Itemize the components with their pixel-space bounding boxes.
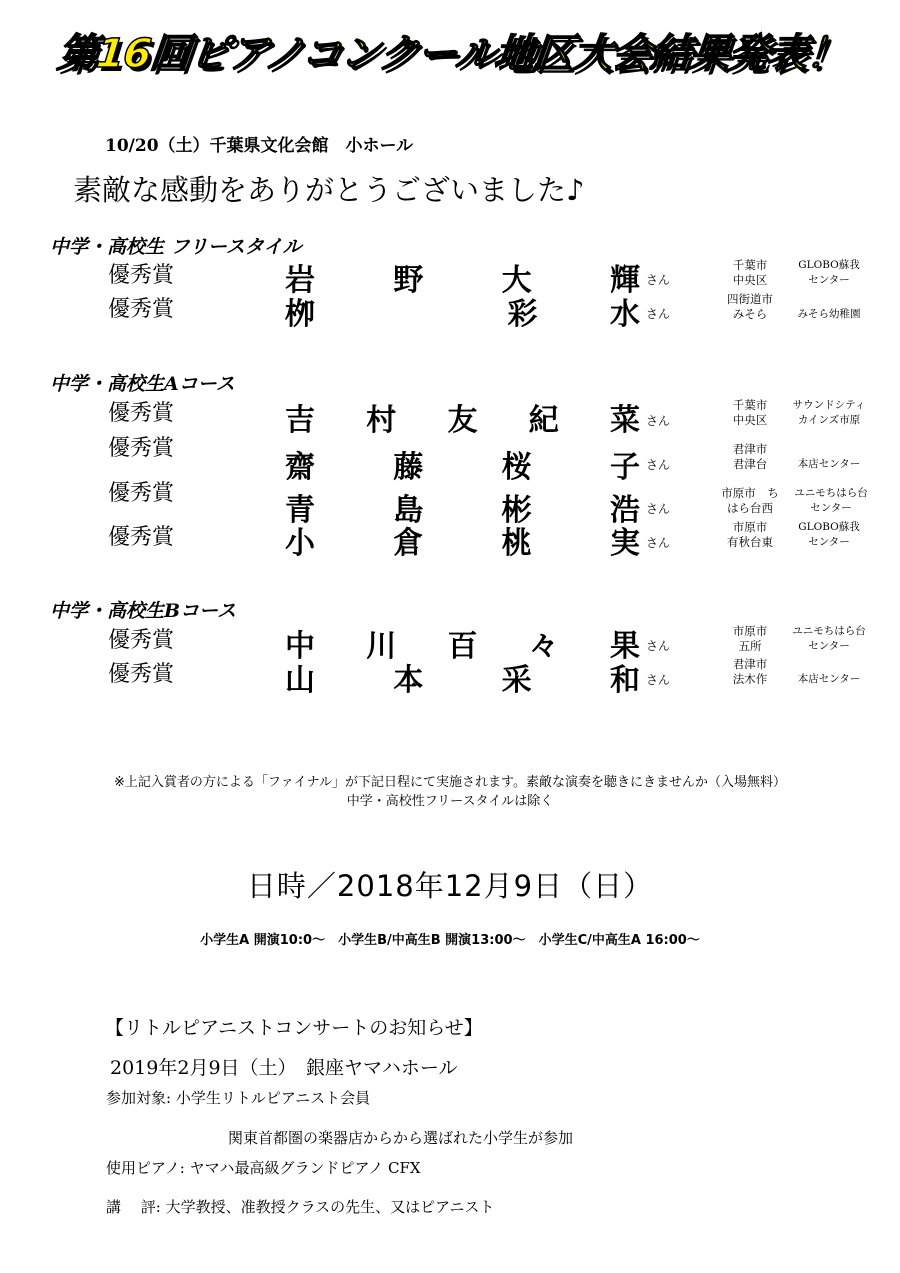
winner-store: 本店センター xyxy=(797,458,861,470)
name-char: 紀 xyxy=(528,403,559,438)
name-char: 水 xyxy=(610,297,640,332)
name-char: 本 xyxy=(393,663,424,698)
category-a-course: 中学・高校生Aコース xyxy=(50,373,235,395)
venue-line: 10/20（土）千葉県文化会館 小ホール xyxy=(105,136,414,156)
award-label: 優秀賞 xyxy=(108,401,175,426)
name-char: 藤 xyxy=(393,450,424,485)
honorific: さん xyxy=(646,673,671,687)
honorific: さん xyxy=(646,307,671,321)
honorific: さん xyxy=(646,639,671,653)
name-char: 桜 xyxy=(501,450,532,485)
concert-target-note: 関東首都圏の楽器店からから選ばれた小学生が参加 xyxy=(228,1129,574,1147)
winner-store: ユニモちはら台 センター xyxy=(794,487,868,514)
final-date: 日時／2018年12月9日（日） xyxy=(246,869,654,903)
award-label: 優秀賞 xyxy=(108,628,175,653)
winner-name xyxy=(285,655,640,699)
winner-store: GLOBO蘇我 センター xyxy=(798,259,860,286)
winner-store: 本店センター xyxy=(797,673,861,685)
winner-name xyxy=(285,395,640,439)
honorific: さん xyxy=(646,414,671,428)
name-char: 野 xyxy=(393,263,424,298)
name-char: 々 xyxy=(528,629,559,664)
name-char: 齋 xyxy=(285,450,315,485)
name-char: 川 xyxy=(366,629,397,664)
name-char: 菜 xyxy=(610,403,640,438)
winner-store: サウンドシティ カインズ市原 xyxy=(792,399,866,426)
winner-name xyxy=(285,289,640,333)
concert-heading: 【リトルピアニストコンサートのお知らせ】 xyxy=(105,1017,483,1039)
name-char: 吉 xyxy=(285,403,315,438)
award-label: 優秀賞 xyxy=(108,263,175,288)
award-label: 優秀賞 xyxy=(108,436,175,461)
name-char: 果 xyxy=(610,629,640,664)
name-char: 百 xyxy=(447,629,478,664)
category-b-course: 中学・高校生Bコース xyxy=(50,600,237,622)
winner-name xyxy=(285,518,640,562)
category-freestyle: 中学・高校生 フリースタイル xyxy=(50,236,302,258)
name-char: 浩 xyxy=(609,493,640,528)
name-char: 彩 xyxy=(507,297,538,332)
final-notice: ※上記入賞者の方による「ファイナル」が下記日程にて実施されます。素敵な演奏を聴きにきませんか（入場無料） 中学・高校性フリースタイルは除く xyxy=(114,775,786,809)
name-char: 桃 xyxy=(501,526,532,561)
name-char: 中 xyxy=(285,629,315,664)
winner-area: 千葉市 中央区 xyxy=(732,258,768,287)
name-char: 栁 xyxy=(285,297,315,332)
winner-store: ユニモちはら台 センター xyxy=(792,625,866,652)
winner-area: 市原市 五所 xyxy=(732,624,768,653)
winner-area: 君津市 君津台 xyxy=(732,442,768,471)
name-char: 彬 xyxy=(501,493,532,528)
winner-area: 千葉市 中央区 xyxy=(732,398,768,427)
name-char: 輝 xyxy=(609,263,640,298)
final-schedule: 小学生A 開演10:0～ 小学生B/中高生B 開演13:00～ 小学生C/中高生A 16:00～ xyxy=(200,933,700,948)
name-char: 岩 xyxy=(285,263,315,298)
name-char: 大 xyxy=(501,263,532,298)
honorific: さん xyxy=(646,502,671,516)
award-label: 優秀賞 xyxy=(108,297,175,322)
honorific: さん xyxy=(646,458,671,472)
name-char: 島 xyxy=(393,493,424,528)
winner-area: 市原市 ち はら台西 xyxy=(721,486,779,515)
award-label: 優秀賞 xyxy=(108,525,175,550)
honorific: さん xyxy=(646,273,671,287)
award-label: 優秀賞 xyxy=(108,481,175,506)
winner-area: 君津市 法木作 xyxy=(732,657,768,686)
winner-store: みそら幼稚園 xyxy=(797,308,861,320)
winner-area: 四街道市 みそら xyxy=(727,292,773,321)
thanks-message: 素敵な感動をありがとうございました♪ xyxy=(73,173,585,207)
concert-date-venue: 2019年2月9日（土） 銀座ヤマハホール xyxy=(110,1057,458,1079)
winner-area: 市原市 有秋台東 xyxy=(727,520,773,549)
honorific: さん xyxy=(646,536,671,550)
name-char: 小 xyxy=(285,526,315,561)
name-char: 山 xyxy=(285,663,315,698)
name-char: 青 xyxy=(285,493,315,528)
concert-target: 参加対象: 小学生リトルピアニスト会員 xyxy=(106,1089,371,1107)
name-char: 子 xyxy=(609,450,640,485)
name-char: 倉 xyxy=(393,526,424,561)
winner-store: GLOBO蘇我 センター xyxy=(798,521,860,548)
name-char: 和 xyxy=(609,663,640,698)
page-title: 第16回ピアノコンクール地区大会結果発表！ xyxy=(55,31,848,77)
winner-name xyxy=(285,442,640,486)
award-label: 優秀賞 xyxy=(108,662,175,687)
name-char: 采 xyxy=(501,663,532,698)
name-char: 実 xyxy=(609,526,640,561)
name-char: 村 xyxy=(366,403,397,438)
concert-judges: 講 評: 大学教授、准教授クラスの先生、又はピアニスト xyxy=(106,1198,495,1216)
concert-piano: 使用ピアノ: ヤマハ最高級グランドピアノ CFX xyxy=(106,1159,421,1177)
name-char: 友 xyxy=(447,403,478,438)
